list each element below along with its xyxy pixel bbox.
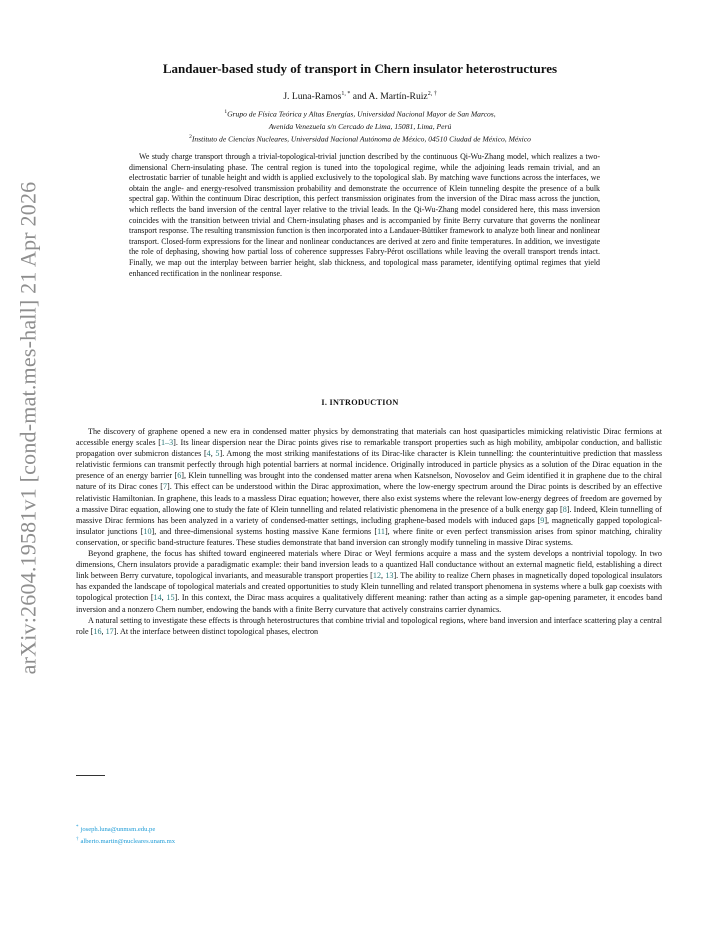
- citation-link[interactable]: 11: [377, 526, 385, 536]
- citation-link[interactable]: 1–3: [160, 438, 174, 448]
- body-text-run: ]. At the interface between distinct topological phases, electron: [113, 626, 319, 636]
- section-heading: I. INTRODUCTION: [321, 398, 399, 407]
- body-paragraph: [76, 548, 662, 615]
- body-paragraph: [76, 426, 662, 548]
- citation-link[interactable]: 4: [206, 449, 211, 459]
- body-text-run: ], magnetically gapped topological-insulator junctions [: [76, 515, 662, 536]
- body-text-run: ,: [101, 626, 106, 636]
- body-text-run: A natural setting to investigate these effects is through heterostructures that combine trivial and topological regions, where band inversion and interface scattering play a central role [: [76, 615, 662, 636]
- author-name: J. Luna-Ramos: [283, 91, 342, 103]
- body-text-run: ,: [161, 593, 167, 603]
- affiliation-1: [0, 109, 720, 119]
- affiliation-text: Grupo de Física Teórica y Altas Energías, Universidad Nacional Mayor de San Marcos,: [227, 109, 496, 119]
- footnote-2: [76, 835, 175, 847]
- author-line: [0, 91, 720, 102]
- introduction-body: [76, 426, 662, 637]
- citation-link[interactable]: 5: [215, 449, 220, 459]
- citation-link[interactable]: 13: [385, 571, 394, 581]
- arxiv-identifier-text: arXiv:2604.19581v1 [cond-mat.mes-hall] 21 Apr 2026: [15, 181, 41, 675]
- paper-title: Landauer-based study of transport in Chern insulator heterostructures: [162, 61, 558, 76]
- citation-link[interactable]: 6: [177, 471, 182, 481]
- citation-link[interactable]: 8: [562, 504, 567, 514]
- citation-link[interactable]: 12: [372, 571, 382, 581]
- citation-link[interactable]: 16: [93, 626, 102, 636]
- arxiv-identifier-stamp: [8, 178, 48, 678]
- footnotes: [76, 823, 175, 847]
- affiliation-text: Instituto de Ciencias Nucleares, Universidad Nacional Autónoma de México, 04510 Ciudad de México, México: [191, 134, 531, 144]
- body-text-run: ]. In this context, the Dirac mass acquires a qualitatively different meaning: rather than acting as a simple gap-opening parameter, it encodes band inversion and a nonzero Chern number, endowing the bands with a finite Berry curvature that actively constrains carrier dynamics.: [76, 593, 663, 614]
- body-text-run: ]. Its linear dispersion near the Dirac points gives rise to remarkable transport properties such as high mobility, ambipolar conduction, and ballistic propagation over submicron distances [: [76, 438, 663, 459]
- citation-link[interactable]: 9: [540, 515, 545, 525]
- author-separator: and: [350, 91, 369, 103]
- body-text-run: Beyond graphene, the focus has shifted toward engineered materials where Dirac or Weyl fermions acquire a mass and the system develops a nontrivial topology. In two dimensions, Chern insulators provide a paradigmatic example: their band inversion leads to a quantized Hall conductance without an external magnetic field, establishing a direct link between Berry curvature, topological invariants, and measurable transport properties [: [76, 549, 662, 581]
- footnote-rule: [76, 775, 105, 776]
- body-text-run: ]. Among the most striking manifestations of its Dirac-like character is Klein tunnelling: the counterintuitive prediction that massless relativistic fermions can transmit perfectly through high potential barriers at normal incidence. Originally introduced in particle physics as a solution of the Dirac equation in the presence of an energy barrier [: [76, 449, 662, 481]
- email-link[interactable]: alberto.martin@nucleares.unam.mx: [80, 838, 176, 846]
- body-text-run: ], where finite or even perfect transmission arises from spinor matching, chirality conservation, or specific band-structure features. These studies demonstrate that band inversion can strongly modify tunneling in massive Dirac systems.: [76, 526, 662, 547]
- body-text-run: ]. Indeed, Klein tunnelling of massive Dirac fermions has been analyzed in a variety of condensed-matter settings, including graphene-based models with induced gaps [: [76, 504, 662, 525]
- body-text-run: ,: [381, 571, 386, 581]
- citation-link[interactable]: 15: [166, 593, 175, 603]
- affiliation-mark: 1: [224, 109, 228, 115]
- footnote-mark: †: [76, 836, 79, 842]
- affiliation-mark: 2: [189, 134, 192, 140]
- citation-link[interactable]: 14: [153, 593, 162, 603]
- affiliation-1-address: Avenida Venezuela s/n Cercado de Lima, 15081, Lima, Perú: [268, 122, 452, 131]
- body-text-run: ], and three-dimensional systems hosting massive Kane fermions [: [151, 526, 378, 536]
- body-text-run: The discovery of graphene opened a new era in condensed matter physics by demonstrating that materials can host quasiparticles mimicking relativistic Dirac fermions at accessible energy scales [: [76, 427, 662, 448]
- body-text-run: ], Klein tunnelling was brought into the condensed matter arena when Katsnelson, Novoselov and Geim identified it in graphene due to the chiral nature of its Dirac cones [: [76, 471, 662, 492]
- body-text-run: ]. The ability to realize Chern phases in magnetically doped topological insulators has expanded the landscape of topological materials and created opportunities to study Klein tunnelling and related transport phenomena in systems where a bulk gap coexists with topological protection [: [76, 571, 663, 603]
- footnote-mark: *: [76, 825, 79, 830]
- body-text-run: ]. This effect can be understood within the Dirac approximation, where the low-energy spectrum around the Dirac points is described by an effective relativistic Hamiltonian. In graphene, this leads to a massless Dirac equation; however, there also exist systems where the relevant low-energy degrees of freedom are governed by a massive Dirac equation, allowing one to study the fate of Klein tunnelling and related relativistic phenomena in the presence of a bulk energy gap [: [76, 482, 662, 514]
- citation-link[interactable]: 17: [105, 626, 114, 636]
- body-text-run: ,: [210, 449, 216, 459]
- affiliation-2: [0, 134, 720, 144]
- body-paragraph: [76, 615, 662, 637]
- citation-link[interactable]: 7: [162, 482, 168, 492]
- author-mark: 2, †: [427, 91, 437, 97]
- footnote-1: [76, 823, 175, 835]
- citation-link[interactable]: 10: [143, 526, 152, 536]
- email-link[interactable]: joseph.luna@unmsm.edu.pe: [80, 826, 156, 834]
- author-name: A. Martín-Ruiz: [368, 91, 428, 103]
- abstract: We study charge transport through a trivial-topological-trivial junction described by the continuous Qi-Wu-Zhang model, which realizes a two-dimensional Chern-insulating phase. The central region is tuned into the topological regime, while the adjoining leads remain trivial, and an electrostatic barrier of tunable height and width is applied exclusively to the topological slab. By matching wave functions across the interfaces, we obtain the angle- and energy-resolved transmission probability and demonstrate the occurrence of Klein tunneling despite the presence of a bulk spectral gap. Within the continuum Dirac description, this perfect transmission originates from the inversion of the Dirac mass across the junction, which reflects the band inversion of the central layer relative to the trivial leads. In the Qi-Wu-Zhang model considered here, this mass inversion coincides with the transition between trivial and Chern-insulating phases and is accompanied by finite Berry curvature that governs the nonlinear transport response. The resulting transmission function is then incorporated into a Landauer-Büttiker framework to analyze both linear and nonlinear transport. Closed-form expressions for the linear and nonlinear conductances are derived at zero and finite temperatures. In addition, we investigate the role of dephasing, showing how partial loss of coherence suppresses Fabry-Pérot oscillations while leaving the overall transport trends intact. Finally, we map out the interplay between barrier height, slab thickness, and topological mass parameter, identifying optimal regimes that yield enhanced rectification in the nonlinear response.: [129, 152, 600, 278]
- author-mark: 1, *: [341, 91, 351, 97]
